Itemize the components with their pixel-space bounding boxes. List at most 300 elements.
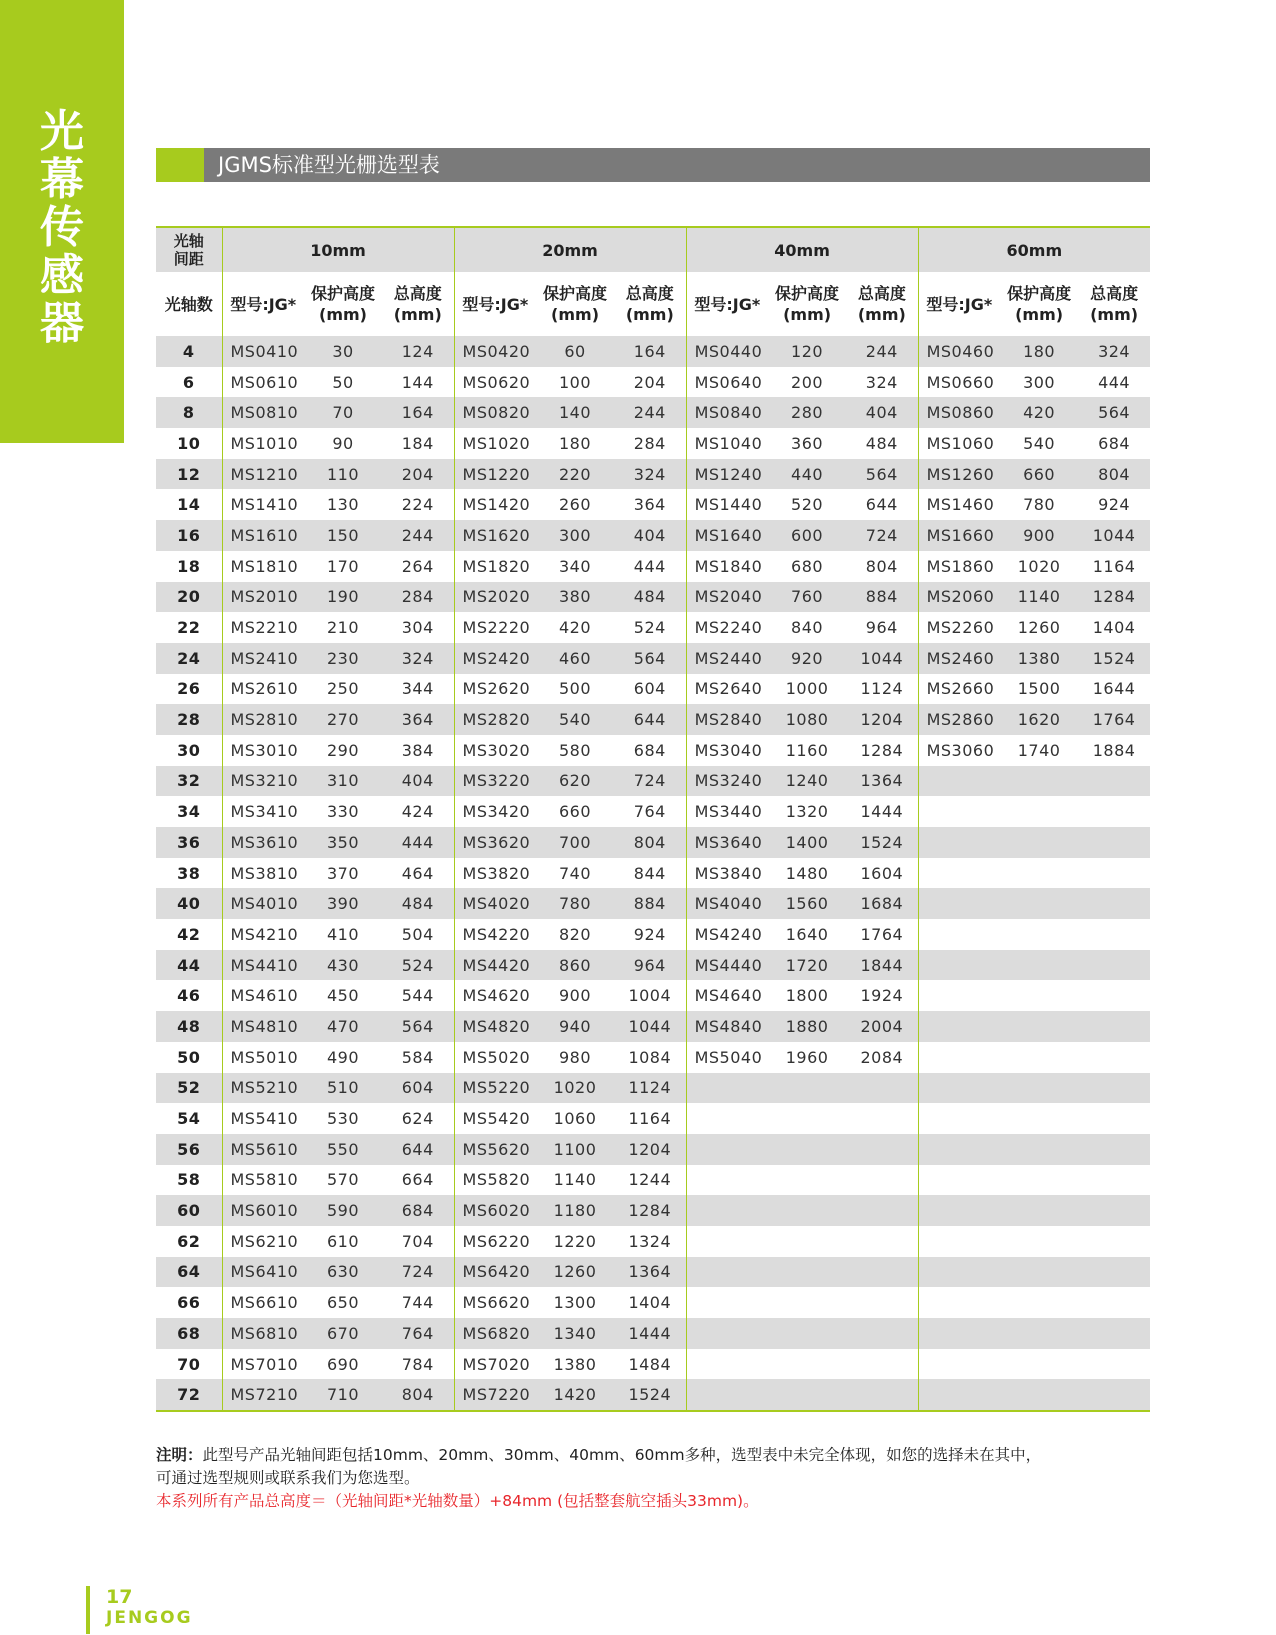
protect-height-cell: 630 [304, 1257, 382, 1288]
table-row [156, 858, 1150, 889]
protect-height-cell: 940 [536, 1011, 614, 1042]
protect-height-cell: 550 [304, 1134, 382, 1165]
total-height-cell: 1284 [846, 735, 918, 766]
total-height-cell: 1924 [846, 980, 918, 1011]
total-height-cell: 444 [614, 551, 686, 582]
model-cell: MS2220 [454, 612, 536, 643]
total-height-cell: 964 [614, 950, 686, 981]
protect-height-cell [768, 1257, 846, 1288]
total-height-cell: 704 [382, 1226, 454, 1257]
total-height-cell: 384 [382, 735, 454, 766]
protect-height-cell [1000, 796, 1078, 827]
table-row [156, 919, 1150, 950]
total-height-cell: 164 [382, 397, 454, 428]
model-cell: MS0620 [454, 367, 536, 398]
total-height-cell [1078, 980, 1150, 1011]
model-cell: MS1020 [454, 428, 536, 459]
protect-height-cell [768, 1165, 846, 1196]
total-height-cell: 664 [382, 1165, 454, 1196]
model-cell: MS2420 [454, 643, 536, 674]
protect-height-cell: 1500 [1000, 674, 1078, 705]
model-cell: MS4640 [686, 980, 768, 1011]
protect-height-cell: 820 [536, 919, 614, 950]
model-column-header: 型号:JG* [918, 272, 1000, 336]
protect-height-cell [768, 1103, 846, 1134]
total-height-cell [1078, 1318, 1150, 1349]
total-height-cell: 924 [1078, 489, 1150, 520]
axis-count-cell: 44 [156, 950, 222, 981]
protect-height-cell [1000, 1134, 1078, 1165]
total-height-cell: 284 [382, 582, 454, 613]
protect-height-cell [768, 1379, 846, 1411]
protect-height-cell: 1020 [1000, 551, 1078, 582]
protect-height-cell [1000, 1195, 1078, 1226]
model-cell: MS3820 [454, 858, 536, 889]
model-cell: MS5210 [222, 1073, 304, 1104]
model-cell [918, 1073, 1000, 1104]
total-height-cell: 684 [1078, 428, 1150, 459]
total-height-cell: 1644 [1078, 674, 1150, 705]
protect-height-cell: 120 [768, 336, 846, 367]
protect-height-cell: 1060 [536, 1103, 614, 1134]
protect-height-cell: 1620 [1000, 704, 1078, 735]
protect-height-cell: 420 [1000, 397, 1078, 428]
spacing-header-row [156, 227, 1150, 272]
model-cell [686, 1257, 768, 1288]
table-title: JGMS标准型光栅选型表 [218, 153, 440, 177]
axis-count-cell: 14 [156, 489, 222, 520]
table-row [156, 796, 1150, 827]
spacing-group-header: 20mm [454, 227, 686, 272]
protect-height-cell: 1180 [536, 1195, 614, 1226]
total-height-cell: 1284 [1078, 582, 1150, 613]
model-cell [686, 1226, 768, 1257]
protect-height-cell [1000, 1103, 1078, 1134]
model-cell: MS6620 [454, 1287, 536, 1318]
axis-count-cell: 40 [156, 888, 222, 919]
protect-height-cell [1000, 1165, 1078, 1196]
total-height-cell: 584 [382, 1042, 454, 1073]
total-height-cell: 1204 [846, 704, 918, 735]
protect-height-cell: 1560 [768, 888, 846, 919]
total-height-cell: 244 [614, 397, 686, 428]
total-height-cell: 244 [382, 520, 454, 551]
table-row [156, 582, 1150, 613]
total-height-cell [1078, 827, 1150, 858]
axis-count-cell: 66 [156, 1287, 222, 1318]
model-column-header: 型号:JG* [222, 272, 304, 336]
protect-height-cell: 1480 [768, 858, 846, 889]
protect-height-cell: 150 [304, 520, 382, 551]
protect-height-cell [1000, 1379, 1078, 1411]
protect-height-cell: 330 [304, 796, 382, 827]
axis-count-cell: 62 [156, 1226, 222, 1257]
total-height-cell: 884 [614, 888, 686, 919]
total-height-cell: 644 [846, 489, 918, 520]
protect-height-cell: 250 [304, 674, 382, 705]
protect-height-cell: 520 [768, 489, 846, 520]
table-row [156, 612, 1150, 643]
protect-height-cell: 1340 [536, 1318, 614, 1349]
protect-height-cell: 170 [304, 551, 382, 582]
model-cell: MS2460 [918, 643, 1000, 674]
axis-count-cell: 18 [156, 551, 222, 582]
table-title-bar [156, 148, 1150, 182]
protect-height-cell: 420 [536, 612, 614, 643]
brand-name: JENGOG [106, 1608, 193, 1628]
table-row [156, 336, 1150, 367]
total-height-cell: 1364 [614, 1257, 686, 1288]
total-height-cell [846, 1103, 918, 1134]
protect-height-cell: 1260 [536, 1257, 614, 1288]
protect-height-cell: 900 [536, 980, 614, 1011]
protect-height-cell: 130 [304, 489, 382, 520]
model-cell: MS2620 [454, 674, 536, 705]
total-height-cell: 884 [846, 582, 918, 613]
protect-height-cell: 1740 [1000, 735, 1078, 766]
total-height-cell: 444 [1078, 367, 1150, 398]
total-height-cell: 964 [846, 612, 918, 643]
side-title-char: 幕 [40, 154, 84, 205]
model-cell: MS1820 [454, 551, 536, 582]
model-cell: MS2810 [222, 704, 304, 735]
total-height-cell: 364 [614, 489, 686, 520]
total-height-column-header: 总高度 (mm) [846, 272, 918, 336]
model-cell: MS2840 [686, 704, 768, 735]
total-height-cell [1078, 1226, 1150, 1257]
model-cell [686, 1349, 768, 1380]
protect-height-cell: 620 [536, 766, 614, 797]
model-cell: MS1060 [918, 428, 1000, 459]
protect-height-cell: 1380 [1000, 643, 1078, 674]
model-cell: MS3840 [686, 858, 768, 889]
total-height-cell: 724 [382, 1257, 454, 1288]
model-cell: MS1660 [918, 520, 1000, 551]
total-height-cell: 564 [382, 1011, 454, 1042]
total-height-cell: 804 [846, 551, 918, 582]
protect-height-cell [1000, 1349, 1078, 1380]
protect-height-cell: 390 [304, 888, 382, 919]
total-height-cell: 424 [382, 796, 454, 827]
total-height-column-header: 总高度 (mm) [614, 272, 686, 336]
page-number: 17 [106, 1586, 133, 1608]
model-cell [918, 1042, 1000, 1073]
protect-height-cell: 220 [536, 459, 614, 490]
total-height-cell [846, 1073, 918, 1104]
model-cell: MS0420 [454, 336, 536, 367]
table-row [156, 1318, 1150, 1349]
model-cell [686, 1287, 768, 1318]
table-row [156, 489, 1150, 520]
model-cell [686, 1134, 768, 1165]
protect-height-cell: 1400 [768, 827, 846, 858]
total-height-cell [846, 1134, 918, 1165]
table-row [156, 520, 1150, 551]
protect-height-cell: 1000 [768, 674, 846, 705]
protect-height-cell: 70 [304, 397, 382, 428]
axis-count-cell: 26 [156, 674, 222, 705]
model-cell: MS1620 [454, 520, 536, 551]
table-row [156, 735, 1150, 766]
total-height-cell: 124 [382, 336, 454, 367]
model-cell: MS0440 [686, 336, 768, 367]
model-cell: MS2440 [686, 643, 768, 674]
total-height-cell: 324 [1078, 336, 1150, 367]
model-cell: MS2060 [918, 582, 1000, 613]
title-accent-block [156, 148, 204, 182]
protect-height-cell: 1300 [536, 1287, 614, 1318]
model-cell: MS7220 [454, 1379, 536, 1411]
protect-height-cell: 1220 [536, 1226, 614, 1257]
protect-height-cell [1000, 1318, 1078, 1349]
total-height-cell: 844 [614, 858, 686, 889]
protect-height-cell: 100 [536, 367, 614, 398]
note-line-2: 可通过选型规则或联系我们为您选型。 [156, 1469, 420, 1487]
protect-height-cell: 540 [1000, 428, 1078, 459]
axis-count-cell: 24 [156, 643, 222, 674]
total-height-cell: 404 [382, 766, 454, 797]
total-height-cell: 304 [382, 612, 454, 643]
protect-height-cell: 300 [1000, 367, 1078, 398]
model-cell [918, 1226, 1000, 1257]
model-cell: MS4040 [686, 888, 768, 919]
model-cell: MS6220 [454, 1226, 536, 1257]
model-cell: MS2240 [686, 612, 768, 643]
total-height-cell: 1164 [1078, 551, 1150, 582]
model-cell: MS2660 [918, 674, 1000, 705]
protect-height-cell [1000, 827, 1078, 858]
protect-height-cell [1000, 980, 1078, 1011]
model-cell: MS1860 [918, 551, 1000, 582]
model-cell: MS1240 [686, 459, 768, 490]
model-cell: MS2640 [686, 674, 768, 705]
protect-height-cell: 600 [768, 520, 846, 551]
model-cell: MS3240 [686, 766, 768, 797]
axis-count-cell: 70 [156, 1349, 222, 1380]
total-height-cell: 484 [846, 428, 918, 459]
total-height-cell [846, 1257, 918, 1288]
model-cell: MS4220 [454, 919, 536, 950]
model-cell: MS4810 [222, 1011, 304, 1042]
total-height-cell: 784 [382, 1349, 454, 1380]
note-line-3: 本系列所有产品总高度＝（光轴间距*光轴数量）+84mm (包括整套航空插头33mm)。 [156, 1492, 759, 1510]
table-row [156, 888, 1150, 919]
model-cell [918, 950, 1000, 981]
protect-height-cell [768, 1073, 846, 1104]
protect-height-cell: 1420 [536, 1379, 614, 1411]
protect-height-cell [1000, 888, 1078, 919]
protect-height-cell: 30 [304, 336, 382, 367]
corner-count-label: 光轴数 [156, 272, 222, 336]
protect-height-cell: 300 [536, 520, 614, 551]
total-height-cell: 744 [382, 1287, 454, 1318]
model-cell: MS2610 [222, 674, 304, 705]
total-height-cell: 1524 [1078, 643, 1150, 674]
axis-count-cell: 60 [156, 1195, 222, 1226]
model-cell [918, 919, 1000, 950]
table-row [156, 1379, 1150, 1411]
total-height-column-header: 总高度 (mm) [1078, 272, 1150, 336]
table-row [156, 1011, 1150, 1042]
total-height-cell [1078, 950, 1150, 981]
total-height-cell: 484 [382, 888, 454, 919]
total-height-cell: 484 [614, 582, 686, 613]
protect-height-cell: 660 [1000, 459, 1078, 490]
axis-count-cell: 30 [156, 735, 222, 766]
protect-height-cell: 90 [304, 428, 382, 459]
axis-count-cell: 54 [156, 1103, 222, 1134]
protect-height-cell [1000, 1042, 1078, 1073]
protect-height-cell: 1140 [536, 1165, 614, 1196]
total-height-cell [1078, 1073, 1150, 1104]
total-height-cell [846, 1226, 918, 1257]
model-cell: MS3420 [454, 796, 536, 827]
model-cell: MS0610 [222, 367, 304, 398]
column-header-row [156, 272, 1150, 336]
total-height-cell [1078, 1195, 1150, 1226]
model-cell: MS3210 [222, 766, 304, 797]
total-height-cell: 1884 [1078, 735, 1150, 766]
axis-count-cell: 38 [156, 858, 222, 889]
model-cell: MS2820 [454, 704, 536, 735]
protect-height-cell: 530 [304, 1103, 382, 1134]
model-cell [918, 858, 1000, 889]
model-cell: MS4020 [454, 888, 536, 919]
protect-height-cell: 410 [304, 919, 382, 950]
model-cell: MS3060 [918, 735, 1000, 766]
model-cell: MS1010 [222, 428, 304, 459]
protect-height-cell: 370 [304, 858, 382, 889]
total-height-cell: 524 [382, 950, 454, 981]
axis-count-cell: 20 [156, 582, 222, 613]
model-cell: MS1840 [686, 551, 768, 582]
protect-height-cell: 1240 [768, 766, 846, 797]
model-cell [918, 1349, 1000, 1380]
model-cell [918, 1134, 1000, 1165]
total-height-cell: 244 [846, 336, 918, 367]
protect-height-cell [1000, 1257, 1078, 1288]
axis-count-cell: 12 [156, 459, 222, 490]
total-height-cell [846, 1379, 918, 1411]
total-height-cell: 1684 [846, 888, 918, 919]
table-row [156, 459, 1150, 490]
model-cell: MS5610 [222, 1134, 304, 1165]
model-cell: MS7210 [222, 1379, 304, 1411]
protect-height-cell: 430 [304, 950, 382, 981]
total-height-cell: 164 [614, 336, 686, 367]
total-height-cell: 924 [614, 919, 686, 950]
axis-count-cell: 32 [156, 766, 222, 797]
total-height-cell: 1844 [846, 950, 918, 981]
total-height-cell [846, 1165, 918, 1196]
model-cell: MS1210 [222, 459, 304, 490]
model-cell: MS5020 [454, 1042, 536, 1073]
total-height-cell: 264 [382, 551, 454, 582]
model-cell: MS6210 [222, 1226, 304, 1257]
table-row [156, 1349, 1150, 1380]
side-section-title [0, 108, 124, 348]
total-height-cell: 184 [382, 428, 454, 459]
protect-height-cell: 980 [536, 1042, 614, 1073]
total-height-cell: 1004 [614, 980, 686, 1011]
protect-height-cell: 760 [768, 582, 846, 613]
protect-height-cell: 1960 [768, 1042, 846, 1073]
table-row [156, 1287, 1150, 1318]
total-height-cell: 284 [614, 428, 686, 459]
protect-height-cell: 840 [768, 612, 846, 643]
total-height-cell: 624 [382, 1103, 454, 1134]
side-accent-bar [0, 0, 124, 443]
model-cell: MS0820 [454, 397, 536, 428]
protect-height-cell: 1100 [536, 1134, 614, 1165]
protect-height-cell: 570 [304, 1165, 382, 1196]
total-height-cell [1078, 919, 1150, 950]
side-title-char: 光 [40, 106, 84, 157]
model-cell: MS2020 [454, 582, 536, 613]
protect-height-cell: 900 [1000, 520, 1078, 551]
protect-height-cell: 740 [536, 858, 614, 889]
table-row [156, 1073, 1150, 1104]
total-height-cell [1078, 858, 1150, 889]
model-cell [918, 766, 1000, 797]
side-title-char: 器 [40, 298, 84, 349]
note-label: 注明： [156, 1446, 203, 1464]
protect-height-cell: 490 [304, 1042, 382, 1073]
protect-height-cell: 1320 [768, 796, 846, 827]
model-cell: MS4610 [222, 980, 304, 1011]
total-height-cell: 464 [382, 858, 454, 889]
model-cell: MS4420 [454, 950, 536, 981]
model-column-header: 型号:JG* [686, 272, 768, 336]
protect-height-cell: 440 [768, 459, 846, 490]
model-cell: MS4440 [686, 950, 768, 981]
protect-height-cell: 1880 [768, 1011, 846, 1042]
protect-height-cell [1000, 766, 1078, 797]
model-cell: MS6820 [454, 1318, 536, 1349]
total-height-cell [1078, 1042, 1150, 1073]
total-height-cell: 1604 [846, 858, 918, 889]
protect-height-cell: 700 [536, 827, 614, 858]
table-row [156, 643, 1150, 674]
total-height-cell: 1324 [614, 1226, 686, 1257]
table-row [156, 950, 1150, 981]
total-height-cell: 1364 [846, 766, 918, 797]
protect-height-cell: 470 [304, 1011, 382, 1042]
axis-count-cell: 36 [156, 827, 222, 858]
note-line-1: 注明：此型号产品光轴间距包括10mm、20mm、30mm、40mm、60mm多种，选型表中未完全体现，如您的选择未在其中， [156, 1446, 1042, 1464]
protect-height-cell [768, 1287, 846, 1318]
total-height-cell [1078, 1134, 1150, 1165]
total-height-column-header: 总高度 (mm) [382, 272, 454, 336]
model-cell: MS5620 [454, 1134, 536, 1165]
protect-height-cell: 590 [304, 1195, 382, 1226]
total-height-cell: 1524 [614, 1379, 686, 1411]
model-cell: MS4840 [686, 1011, 768, 1042]
axis-count-cell: 52 [156, 1073, 222, 1104]
protect-height-cell [768, 1349, 846, 1380]
total-height-cell: 1764 [846, 919, 918, 950]
axis-count-cell: 72 [156, 1379, 222, 1411]
protect-height-cell [1000, 950, 1078, 981]
model-cell: MS0810 [222, 397, 304, 428]
protect-height-cell: 1800 [768, 980, 846, 1011]
model-cell: MS1220 [454, 459, 536, 490]
axis-count-cell: 46 [156, 980, 222, 1011]
model-cell: MS0840 [686, 397, 768, 428]
total-height-cell: 204 [614, 367, 686, 398]
total-height-cell: 1084 [614, 1042, 686, 1073]
model-cell [918, 1011, 1000, 1042]
